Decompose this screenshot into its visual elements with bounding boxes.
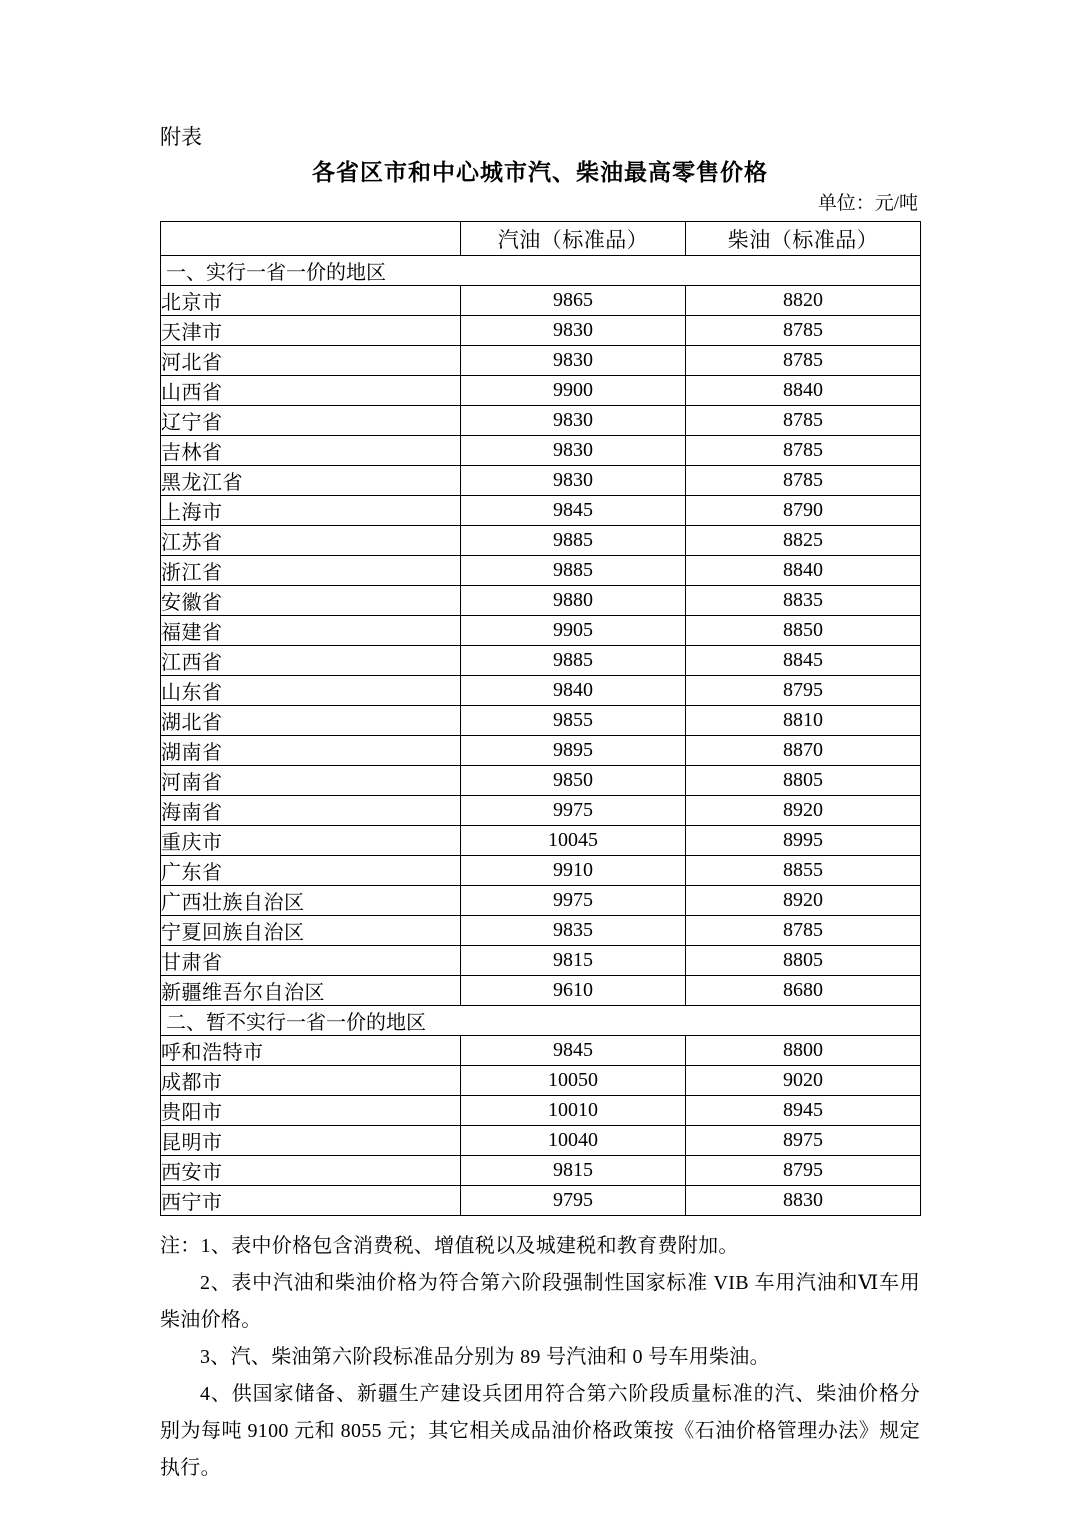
gasoline-price-cell: 9610 xyxy=(461,976,686,1006)
diesel-price-cell: 9020 xyxy=(686,1066,921,1096)
section-header: 一、实行一省一价的地区 xyxy=(161,256,921,286)
table-row xyxy=(161,556,921,586)
region-name-cell: 甘肃省 xyxy=(161,946,461,976)
diesel-price-cell: 8820 xyxy=(686,286,921,316)
region-name-cell: 上海市 xyxy=(161,496,461,526)
table-row xyxy=(161,1126,921,1156)
gasoline-price-cell: 9815 xyxy=(461,1156,686,1186)
gasoline-price-cell: 9815 xyxy=(461,946,686,976)
diesel-price-cell: 8795 xyxy=(686,676,921,706)
table-row xyxy=(161,856,921,886)
gasoline-price-cell: 9830 xyxy=(461,316,686,346)
region-name-cell: 浙江省 xyxy=(161,556,461,586)
diesel-price-cell: 8825 xyxy=(686,526,921,556)
diesel-price-cell: 8785 xyxy=(686,916,921,946)
section-header-row xyxy=(161,1006,921,1036)
region-name-cell: 广东省 xyxy=(161,856,461,886)
note-2: 2、表中汽油和柴油价格为符合第六阶段强制性国家标准 VIB 车用汽油和Ⅵ车用柴油价格。 xyxy=(160,1272,920,1331)
gasoline-price-cell: 9795 xyxy=(461,1186,686,1216)
diesel-price-cell: 8830 xyxy=(686,1186,921,1216)
gasoline-price-cell: 9910 xyxy=(461,856,686,886)
table-row xyxy=(161,496,921,526)
region-name-cell: 山西省 xyxy=(161,376,461,406)
diesel-price-cell: 8680 xyxy=(686,976,921,1006)
diesel-price-cell: 8850 xyxy=(686,616,921,646)
gasoline-price-cell: 10040 xyxy=(461,1126,686,1156)
table-row xyxy=(161,1096,921,1126)
diesel-price-cell: 8840 xyxy=(686,556,921,586)
gasoline-price-cell: 9835 xyxy=(461,916,686,946)
region-name-cell: 安徽省 xyxy=(161,586,461,616)
table-row xyxy=(161,886,921,916)
table-row xyxy=(161,286,921,316)
diesel-price-cell: 8800 xyxy=(686,1036,921,1066)
region-name-cell: 江西省 xyxy=(161,646,461,676)
table-row xyxy=(161,346,921,376)
region-name-cell: 海南省 xyxy=(161,796,461,826)
region-name-cell: 天津市 xyxy=(161,316,461,346)
table-row xyxy=(161,946,921,976)
table-header xyxy=(161,222,921,256)
col-header-diesel: 柴油（标准品） xyxy=(686,222,921,256)
gasoline-price-cell: 9855 xyxy=(461,706,686,736)
notes-block xyxy=(160,1228,920,1487)
diesel-price-cell: 8920 xyxy=(686,886,921,916)
diesel-price-cell: 8995 xyxy=(686,826,921,856)
table-row xyxy=(161,736,921,766)
diesel-price-cell: 8790 xyxy=(686,496,921,526)
table-row xyxy=(161,706,921,736)
col-header-region xyxy=(161,222,461,256)
region-name-cell: 呼和浩特市 xyxy=(161,1036,461,1066)
gasoline-price-cell: 9895 xyxy=(461,736,686,766)
gasoline-price-cell: 9845 xyxy=(461,496,686,526)
gasoline-price-cell: 9830 xyxy=(461,466,686,496)
col-header-gasoline: 汽油（标准品） xyxy=(461,222,686,256)
gasoline-price-cell: 9830 xyxy=(461,346,686,376)
unit-label: 单位：元/吨 xyxy=(817,193,918,214)
table-row xyxy=(161,436,921,466)
region-name-cell: 吉林省 xyxy=(161,436,461,466)
diesel-price-cell: 8805 xyxy=(686,946,921,976)
price-table xyxy=(160,221,921,1216)
gasoline-price-cell: 9885 xyxy=(461,526,686,556)
diesel-price-cell: 8855 xyxy=(686,856,921,886)
region-name-cell: 山东省 xyxy=(161,676,461,706)
note-4: 4、供国家储备、新疆生产建设兵团用符合第六阶段质量标准的汽、柴油价格分别为每吨 9100 元和 8055 元；其它相关成品油价格政策按《石油价格管理办法》规定执行。 xyxy=(160,1383,920,1479)
diesel-price-cell: 8975 xyxy=(686,1126,921,1156)
gasoline-price-cell: 9885 xyxy=(461,556,686,586)
appendix-label: 附表 xyxy=(160,125,202,149)
diesel-price-cell: 8795 xyxy=(686,1156,921,1186)
diesel-price-cell: 8845 xyxy=(686,646,921,676)
table-row xyxy=(161,616,921,646)
region-name-cell: 河北省 xyxy=(161,346,461,376)
table-row xyxy=(161,976,921,1006)
region-name-cell: 福建省 xyxy=(161,616,461,646)
section-header: 二、暂不实行一省一价的地区 xyxy=(161,1006,921,1036)
gasoline-price-cell: 9830 xyxy=(461,406,686,436)
diesel-price-cell: 8920 xyxy=(686,796,921,826)
region-name-cell: 成都市 xyxy=(161,1066,461,1096)
table-row xyxy=(161,406,921,436)
table-row xyxy=(161,526,921,556)
region-name-cell: 新疆维吾尔自治区 xyxy=(161,976,461,1006)
region-name-cell: 湖南省 xyxy=(161,736,461,766)
gasoline-price-cell: 10045 xyxy=(461,826,686,856)
section-header-row xyxy=(161,256,921,286)
diesel-price-cell: 8840 xyxy=(686,376,921,406)
diesel-price-cell: 8785 xyxy=(686,346,921,376)
table-row xyxy=(161,1156,921,1186)
table-row xyxy=(161,796,921,826)
diesel-price-cell: 8805 xyxy=(686,766,921,796)
gasoline-price-cell: 9975 xyxy=(461,796,686,826)
region-name-cell: 北京市 xyxy=(161,286,461,316)
gasoline-price-cell: 9865 xyxy=(461,286,686,316)
diesel-price-cell: 8870 xyxy=(686,736,921,766)
table-row xyxy=(161,1186,921,1216)
table-row xyxy=(161,766,921,796)
gasoline-price-cell: 9900 xyxy=(461,376,686,406)
gasoline-price-cell: 9840 xyxy=(461,676,686,706)
gasoline-price-cell: 9905 xyxy=(461,616,686,646)
region-name-cell: 西宁市 xyxy=(161,1186,461,1216)
region-name-cell: 宁夏回族自治区 xyxy=(161,916,461,946)
table-row xyxy=(161,316,921,346)
note-1: 注：1、表中价格包含消费税、增值税以及城建税和教育费附加。 xyxy=(160,1235,739,1257)
region-name-cell: 昆明市 xyxy=(161,1126,461,1156)
region-name-cell: 重庆市 xyxy=(161,826,461,856)
table-row xyxy=(161,586,921,616)
diesel-price-cell: 8785 xyxy=(686,436,921,466)
diesel-price-cell: 8785 xyxy=(686,316,921,346)
table-row xyxy=(161,376,921,406)
region-name-cell: 西安市 xyxy=(161,1156,461,1186)
region-name-cell: 河南省 xyxy=(161,766,461,796)
region-name-cell: 黑龙江省 xyxy=(161,466,461,496)
region-name-cell: 贵阳市 xyxy=(161,1096,461,1126)
table-row xyxy=(161,1066,921,1096)
header-row xyxy=(161,222,921,256)
diesel-price-cell: 8810 xyxy=(686,706,921,736)
gasoline-price-cell: 9850 xyxy=(461,766,686,796)
table-body xyxy=(161,256,921,1216)
region-name-cell: 湖北省 xyxy=(161,706,461,736)
gasoline-price-cell: 9975 xyxy=(461,886,686,916)
gasoline-price-cell: 9885 xyxy=(461,646,686,676)
diesel-price-cell: 8835 xyxy=(686,586,921,616)
gasoline-price-cell: 10010 xyxy=(461,1096,686,1126)
diesel-price-cell: 8785 xyxy=(686,406,921,436)
gasoline-price-cell: 10050 xyxy=(461,1066,686,1096)
gasoline-price-cell: 9830 xyxy=(461,436,686,466)
note-3: 3、汽、柴油第六阶段标准品分别为 89 号汽油和 0 号车用柴油。 xyxy=(200,1346,770,1368)
gasoline-price-cell: 9845 xyxy=(461,1036,686,1066)
region-name-cell: 广西壮族自治区 xyxy=(161,886,461,916)
diesel-price-cell: 8785 xyxy=(686,466,921,496)
table-row xyxy=(161,646,921,676)
region-name-cell: 辽宁省 xyxy=(161,406,461,436)
gasoline-price-cell: 9880 xyxy=(461,586,686,616)
table-row xyxy=(161,826,921,856)
page-title: 各省区市和中心城市汽、柴油最高零售价格 xyxy=(312,159,768,185)
region-name-cell: 江苏省 xyxy=(161,526,461,556)
table-row xyxy=(161,916,921,946)
table-row xyxy=(161,1036,921,1066)
table-row xyxy=(161,466,921,496)
table-row xyxy=(161,676,921,706)
diesel-price-cell: 8945 xyxy=(686,1096,921,1126)
